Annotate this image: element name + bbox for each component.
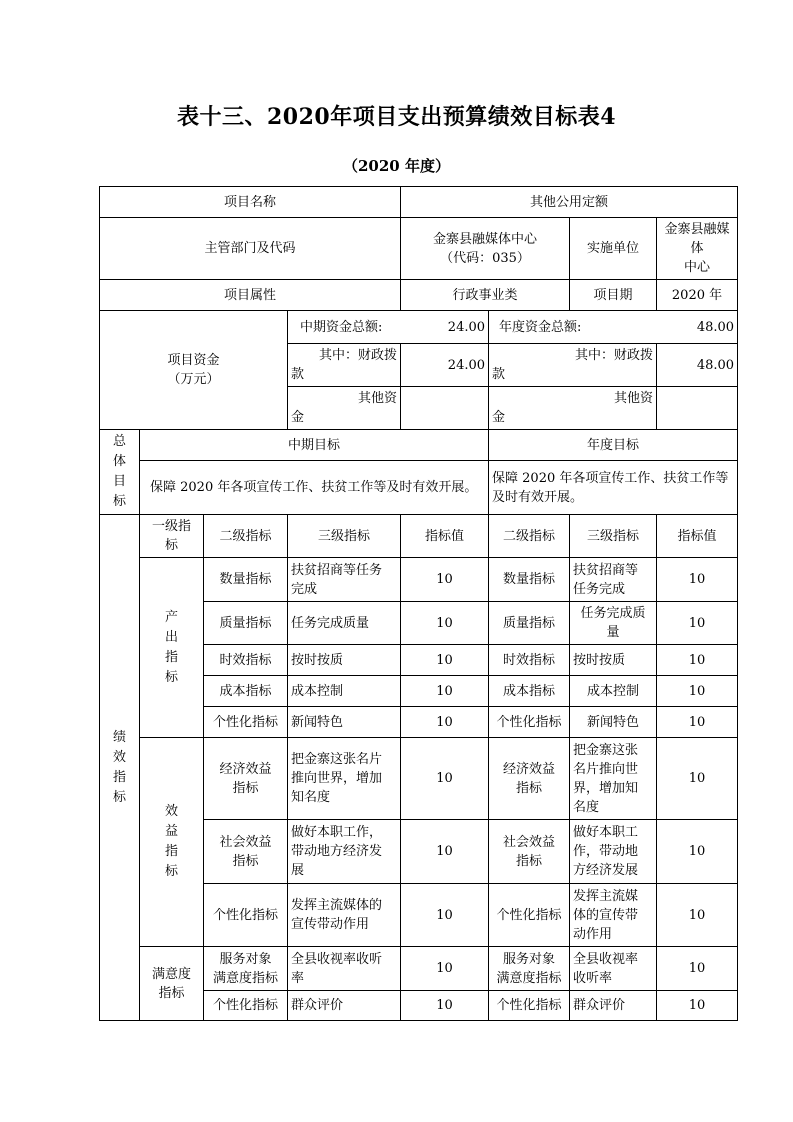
- table-row-va: 10: [401, 884, 489, 947]
- overall-goal-label: 总 体 目 标: [100, 430, 140, 515]
- impl-label: 实施单位: [570, 218, 657, 280]
- table-row-l3a: 把金寨这张名片 推向世界，增加 知名度: [288, 738, 401, 820]
- dept-label: 主管部门及代码: [100, 218, 401, 280]
- impl-value-line2: 中心: [684, 260, 711, 275]
- mid-other-value: [401, 387, 489, 430]
- mid-total-label: 中期资金总额:: [288, 311, 401, 344]
- attr-value: 行政事业类: [401, 280, 570, 311]
- funds-label: [100, 311, 288, 430]
- table-row-l2b: 质量指标: [489, 602, 570, 645]
- output-label: 产 出 指 标: [140, 558, 204, 738]
- mid-goal-header: 中期目标: [140, 430, 489, 461]
- year-other-label-line2: 金: [492, 410, 506, 425]
- table-row-l2a: 质量指标: [204, 602, 288, 645]
- table-row-va: 10: [401, 820, 489, 884]
- table-row-vb: 10: [657, 558, 738, 602]
- year-goal-header: 年度目标: [489, 430, 738, 461]
- mid-other-label: [288, 387, 401, 430]
- funds-label-line2: （万元）: [167, 372, 220, 387]
- table-row-l3a: 成本控制: [288, 676, 401, 707]
- table-row-l2b: 经济效益 指标: [489, 738, 570, 820]
- impl-value: [657, 218, 738, 280]
- period-label: 项目期: [570, 280, 657, 311]
- table-row-vb: 10: [657, 602, 738, 645]
- dept-value: [401, 218, 570, 280]
- hdr-level2-a: 二级指标: [204, 515, 288, 558]
- table-row-va: 10: [401, 676, 489, 707]
- impl-value-line1: 金寨县融媒体: [664, 222, 730, 256]
- page-title: 表十三、2020年项目支出预算绩效目标表4: [176, 104, 617, 130]
- dept-value-name: 金寨县融媒体中心: [433, 231, 538, 247]
- table-row-l2a: 服务对象 满意度指标: [204, 947, 288, 991]
- hdr-level3-a: 三级指标: [288, 515, 401, 558]
- table-row-vb: 10: [657, 645, 738, 676]
- table-row-l3b: 新闻特色: [570, 707, 657, 738]
- year-fiscal-value: 48.00: [657, 344, 738, 387]
- table-row-l3b: 按时按质: [570, 645, 657, 676]
- year-other-label: [489, 387, 657, 430]
- table-row-l2a: 成本指标: [204, 676, 288, 707]
- table-row-vb: 10: [657, 884, 738, 947]
- table-row-va: 10: [401, 991, 489, 1021]
- table-row-vb: 10: [657, 676, 738, 707]
- year-other-value: [657, 387, 738, 430]
- table-row-vb: 10: [657, 991, 738, 1021]
- table-row-va: 10: [401, 738, 489, 820]
- table-row-l2b: 社会效益 指标: [489, 820, 570, 884]
- year-fiscal-label-line2: 款: [492, 367, 506, 382]
- table-row-l2a: 个性化指标: [204, 884, 288, 947]
- year-total-label: 年度资金总额:: [489, 311, 657, 344]
- table-row-l2a: 个性化指标: [204, 991, 288, 1021]
- table-row-va: 10: [401, 645, 489, 676]
- table-row-l3b: 全县收视率 收听率: [570, 947, 657, 991]
- table-row-l3a: 全县收视率收听 率: [288, 947, 401, 991]
- table-row-l3b: 扶贫招商等 任务完成: [570, 558, 657, 602]
- table-row-l2b: 时效指标: [489, 645, 570, 676]
- table-row-vb: 10: [657, 947, 738, 991]
- table-row-va: 10: [401, 947, 489, 991]
- table-row-vb: 10: [657, 738, 738, 820]
- benefit-label: 效 益 指 标: [140, 738, 204, 947]
- table-row-va: 10: [401, 558, 489, 602]
- table-row-l3b: 把金寨这张 名片推向世 界，增加知 名度: [570, 738, 657, 820]
- hdr-level2-b: 二级指标: [489, 515, 570, 558]
- table-row-l2b: 个性化指标: [489, 991, 570, 1021]
- attr-label: 项目属性: [100, 280, 401, 311]
- year-other-label-line1: 其他资: [614, 391, 654, 406]
- table-row-l2a: 数量指标: [204, 558, 288, 602]
- table-row-l3b: 做好本职工 作，带动地 方经济发展: [570, 820, 657, 884]
- performance-table: [99, 186, 738, 1021]
- project-name-label: 项目名称: [100, 187, 401, 218]
- funds-label-line1: 项目资金: [167, 353, 220, 368]
- table-row-l2a: 时效指标: [204, 645, 288, 676]
- perf-label: 绩 效 指 标: [100, 515, 140, 1021]
- table-row-vb: 10: [657, 707, 738, 738]
- table-row-l2b: 个性化指标: [489, 884, 570, 947]
- year-fiscal-label-line1: 其中：财政拨: [575, 348, 654, 363]
- hdr-value-a: 指标值: [401, 515, 489, 558]
- table-row-l2a: 个性化指标: [204, 707, 288, 738]
- year-total-value: 48.00: [657, 311, 738, 344]
- mid-total-value: 24.00: [401, 311, 489, 344]
- table-row-l2b: 数量指标: [489, 558, 570, 602]
- project-name-value: 其他公用定额: [401, 187, 738, 218]
- hdr-level3-b: 三级指标: [570, 515, 657, 558]
- table-row-l3a: 做好本职工作， 带动地方经济发 展: [288, 820, 401, 884]
- mid-fiscal-label-line2: 款: [291, 367, 305, 382]
- dept-value-code: （代码：035）: [440, 250, 530, 266]
- mid-fiscal-value: 24.00: [401, 344, 489, 387]
- table-row-l3b: 发挥主流媒 体的宣传带 动作用: [570, 884, 657, 947]
- hdr-level1: 一级指 标: [140, 515, 204, 558]
- period-value: 2020 年: [657, 280, 738, 311]
- year-fiscal-label: [489, 344, 657, 387]
- satisfaction-label: 满意度 指标: [140, 947, 204, 1021]
- table-row-l3a: 发挥主流媒体的 宣传带动作用: [288, 884, 401, 947]
- table-row-l2b: 服务对象 满意度指标: [489, 947, 570, 991]
- table-row-l3a: 群众评价: [288, 991, 401, 1021]
- mid-fiscal-label: [288, 344, 401, 387]
- table-row-va: 10: [401, 707, 489, 738]
- year-goal-text: 保障 2020 年各项宣传工作、扶贫工作等及时有效开展。: [489, 461, 738, 515]
- table-row-l3b: 群众评价: [570, 991, 657, 1021]
- hdr-value-b: 指标值: [657, 515, 738, 558]
- table-row-vb: 10: [657, 820, 738, 884]
- page-subtitle: （2020 年度）: [343, 157, 450, 175]
- table-row-l3b: 成本控制: [570, 676, 657, 707]
- table-row-l3b: 任务完成质 量: [570, 602, 657, 645]
- mid-other-label-line1: 其他资: [358, 391, 398, 406]
- table-row-l2b: 个性化指标: [489, 707, 570, 738]
- table-row-l2b: 成本指标: [489, 676, 570, 707]
- table-row-l2a: 经济效益 指标: [204, 738, 288, 820]
- table-row-l3a: 任务完成质量: [288, 602, 401, 645]
- table-row-l3a: 按时按质: [288, 645, 401, 676]
- table-row-l3a: 新闻特色: [288, 707, 401, 738]
- mid-fiscal-label-line1: 其中：财政拨: [319, 348, 398, 363]
- table-row-va: 10: [401, 602, 489, 645]
- table-row-l2a: 社会效益 指标: [204, 820, 288, 884]
- mid-goal-text: 保障 2020 年各项宣传工作、扶贫工作等及时有效开展。: [140, 461, 489, 515]
- mid-other-label-line2: 金: [291, 410, 305, 425]
- table-row-l3a: 扶贫招商等任务 完成: [288, 558, 401, 602]
